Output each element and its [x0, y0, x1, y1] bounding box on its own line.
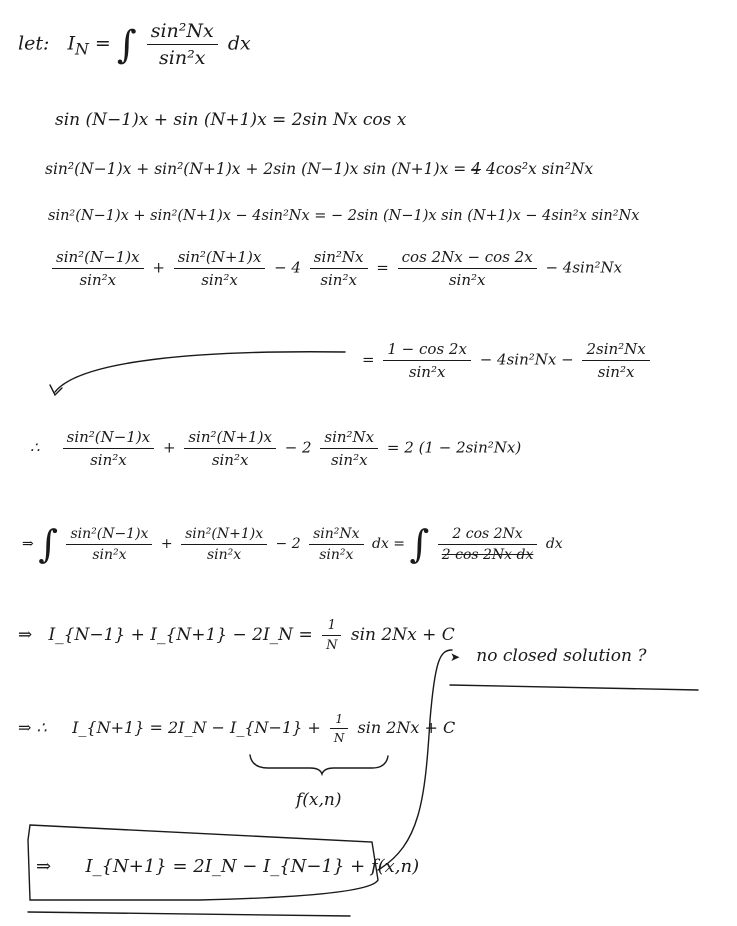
one-over-N — [322, 618, 341, 653]
implies-arrow: ⇒ — [36, 856, 52, 877]
one-over-N-2 — [330, 712, 349, 745]
side-note — [450, 646, 646, 666]
therefore-term1-numerator: sin²(N−1)x — [63, 428, 155, 449]
equals-sign: = — [94, 32, 111, 55]
I-symbol: I — [67, 32, 75, 55]
term2-denominator: sin²x — [201, 271, 238, 289]
one-over-N-denominator: N — [326, 638, 338, 653]
side-note-underline — [450, 685, 698, 690]
continuation-middle: − 4sin²Nx − — [479, 350, 574, 369]
minus-two: − 2 — [284, 438, 312, 457]
step-term3-denominator: sin²x — [319, 546, 354, 563]
integral-sign-rhs: ∫ — [409, 522, 430, 566]
plus-sign: + — [152, 258, 165, 277]
rhs-dx: dx — [545, 536, 563, 552]
minus-four: − 4 — [274, 258, 301, 277]
boxed-result — [36, 856, 419, 877]
result-tail: − 4sin²Nx — [545, 258, 623, 277]
curved-arrow — [55, 352, 345, 392]
therefore-term3-denominator: sin²x — [330, 451, 368, 469]
one-over-N-2-denominator: N — [333, 731, 345, 745]
therefore-term3 — [320, 428, 378, 469]
continuation-fraction-1 — [383, 340, 471, 381]
dx-equals: dx = — [371, 536, 406, 552]
term1-fraction — [52, 248, 144, 289]
result-numerator: cos 2Nx − cos 2x — [398, 248, 537, 269]
implies-arrow: ⇒ — [18, 625, 33, 645]
let-label: let: — [18, 32, 50, 55]
rhs-denominator-struck: 2 cos 2Nx dx — [441, 546, 534, 563]
term2-fraction — [174, 248, 266, 289]
plus-sign: + — [162, 438, 176, 457]
continuation-fraction-2 — [582, 340, 649, 381]
continuation-denominator-2: sin²x — [597, 363, 635, 381]
term2-numerator: sin²(N+1)x — [174, 248, 266, 269]
continuation-numerator-2: 2sin²Nx — [582, 340, 649, 361]
integrand-denominator: sin²x — [159, 47, 206, 69]
side-note-text: no closed solution ? — [476, 646, 647, 666]
step-term1-numerator: sin²(N−1)x — [66, 526, 152, 545]
equals-sign: = — [362, 350, 375, 369]
implies-therefore: ⇒ ∴ — [18, 718, 47, 737]
rhs-fraction — [438, 526, 538, 563]
therefore-term2 — [184, 428, 276, 469]
division-line — [48, 248, 622, 289]
recurrence-2-tail: sin 2Nx + C — [357, 718, 456, 737]
integral-sign: ∫ — [38, 522, 58, 566]
term3-numerator: sin²Nx — [310, 248, 368, 269]
implies-arrow: ⇒ — [22, 536, 34, 552]
identity-line-2 — [45, 160, 593, 178]
definition-line — [18, 20, 251, 69]
recurrence-line-1 — [18, 618, 455, 653]
rhs-numerator: 2 cos 2Nx — [438, 526, 538, 545]
term3-denominator: sin²x — [320, 271, 357, 289]
identity-line-1: sin (N−1)x + sin (N+1)x = 2sin Nx cos x — [55, 110, 407, 130]
underline-bottom — [28, 912, 350, 916]
brace-label: f(x,n) — [296, 790, 342, 810]
recurrence-2-expression: I_{N+1} = 2I_N − I_{N−1} + — [72, 718, 321, 737]
plus-sign: + — [160, 536, 173, 552]
struck-out-term: 4 — [471, 160, 482, 178]
continuation-denominator-1: sin²x — [408, 363, 446, 381]
integral-sign: ∫ — [116, 22, 137, 67]
integral-step-line — [22, 522, 563, 566]
term3-fraction — [310, 248, 368, 289]
equals-sign: = — [376, 258, 389, 277]
identity-line-3: sin²(N−1)x + sin²(N+1)x − 4sin²Nx = − 2sin (N−1)x sin (N+1)x − 4sin²x sin²Nx — [48, 208, 640, 224]
dx-label: dx — [227, 32, 251, 55]
therefore-term2-denominator: sin²x — [211, 451, 249, 469]
step-term1 — [66, 526, 152, 563]
identity-line-2-lhs: sin²(N−1)x + sin²(N+1)x + 2sin (N−1)x sin (N+1)x = — [45, 160, 467, 178]
curved-arrow-head — [50, 385, 62, 395]
step-term3 — [309, 526, 363, 563]
one-over-N-2-numerator: 1 — [330, 712, 349, 729]
term1-denominator: sin²x — [79, 271, 117, 289]
therefore-line — [30, 428, 521, 469]
boxed-expression: I_{N+1} = 2I_N − I_{N−1} + f(x,n) — [85, 856, 420, 877]
step-term2 — [181, 526, 267, 563]
result-denominator: sin²x — [448, 271, 486, 289]
step-term3-numerator: sin²Nx — [309, 526, 363, 545]
arrow-head-icon: ➤ — [450, 650, 461, 664]
therefore-term1-denominator: sin²x — [90, 451, 127, 469]
minus-two: − 2 — [275, 536, 301, 552]
recurrence-1-tail: sin 2Nx + C — [350, 625, 455, 645]
recurrence-line-2 — [18, 712, 455, 745]
step-term2-numerator: sin²(N+1)x — [181, 526, 267, 545]
underbrace — [250, 755, 388, 774]
step-term2-denominator: sin²x — [207, 546, 242, 563]
continuation-numerator-1: 1 − cos 2x — [383, 340, 471, 361]
term1-numerator: sin²(N−1)x — [52, 248, 144, 269]
result-fraction — [398, 248, 537, 289]
therefore-term3-numerator: sin²Nx — [320, 428, 378, 449]
I-subscript: N — [75, 39, 89, 59]
connector-curve — [378, 650, 452, 870]
step-term1-denominator: sin²x — [92, 546, 127, 563]
integrand-fraction — [147, 20, 218, 69]
one-over-N-numerator: 1 — [322, 618, 341, 636]
therefore-term2-numerator: sin²(N+1)x — [184, 428, 276, 449]
therefore-rhs: = 2 (1 − 2sin²Nx) — [386, 438, 522, 457]
integrand-numerator: sin²Nx — [147, 20, 218, 45]
identity-line-2-rhs: 4cos²x sin²Nx — [485, 160, 594, 178]
recurrence-1-expression: I_{N−1} + I_{N+1} − 2I_N = — [48, 625, 313, 645]
therefore-symbol: ∴ — [30, 438, 40, 457]
therefore-term1 — [63, 428, 155, 469]
continuation-line — [362, 340, 654, 381]
